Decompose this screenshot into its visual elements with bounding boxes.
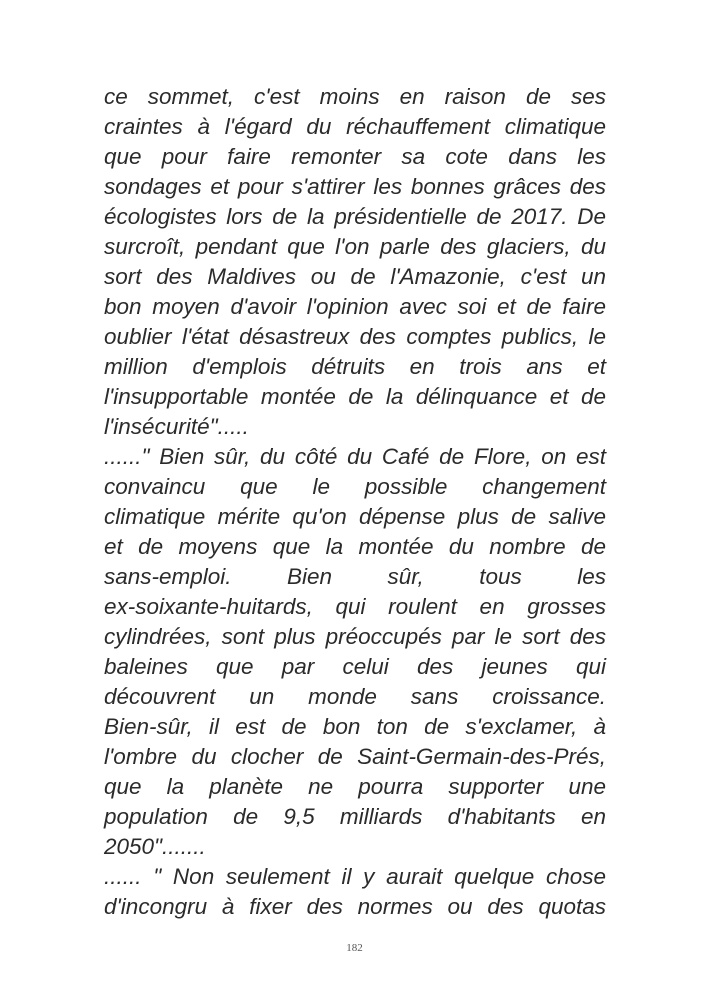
text-line: million d'emplois détruits en trois ans et (104, 354, 606, 379)
text-line: baleines que par celui des jeunes qui (104, 654, 606, 679)
text-line: ce sommet, c'est moins en raison de ses (104, 84, 606, 109)
text-line: l'insécurité"..... (104, 414, 249, 439)
text-line: bon moyen d'avoir l'opinion avec soi et de faire (104, 294, 606, 319)
text-line: ......" Bien sûr, du côté du Café de Flore, on est (104, 444, 606, 469)
text-line: que pour faire remonter sa cote dans les (104, 144, 606, 169)
text-line: écologistes lors de la présidentielle de 2017. De (104, 204, 606, 229)
text-line: 2050"....... (104, 834, 206, 859)
text-line: convaincu que le possible changement (104, 474, 606, 499)
text-line: surcroît, pendant que l'on parle des glaciers, du (104, 234, 606, 259)
text-line: sondages et pour s'attirer les bonnes grâces des (104, 174, 606, 199)
text-line: oublier l'état désastreux des comptes publics, le (104, 324, 606, 349)
text-line: l'insupportable montée de la délinquance et de (104, 384, 606, 409)
body-text (104, 82, 606, 922)
text-line: ...... " Non seulement il y aurait quelque chose (104, 864, 606, 889)
text-line: d'incongru à fixer des normes ou des quotas (104, 894, 606, 919)
text-line: découvrent un monde sans croissance. (104, 684, 606, 709)
text-line: que la planète ne pourra supporter une (104, 774, 606, 799)
text-line: sort des Maldives ou de l'Amazonie, c'est un (104, 264, 606, 289)
text-line: et de moyens que la montée du nombre de (104, 534, 606, 559)
page-number: 182 (346, 942, 363, 954)
text-line: cylindrées, sont plus préoccupés par le sort des (104, 624, 606, 649)
text-line: Bien-sûr, il est de bon ton de s'exclamer, à (104, 714, 606, 739)
text-line: sans-emploi. Bien sûr, tous les (104, 564, 606, 589)
text-line: craintes à l'égard du réchauffement climatique (104, 114, 606, 139)
text-line: population de 9,5 milliards d'habitants en (104, 804, 606, 829)
text-line: climatique mérite qu'on dépense plus de salive (104, 504, 606, 529)
text-line: ex-soixante-huitards, qui roulent en grosses (104, 594, 606, 619)
text-line: l'ombre du clocher de Saint-Germain-des-Prés, (104, 744, 606, 769)
